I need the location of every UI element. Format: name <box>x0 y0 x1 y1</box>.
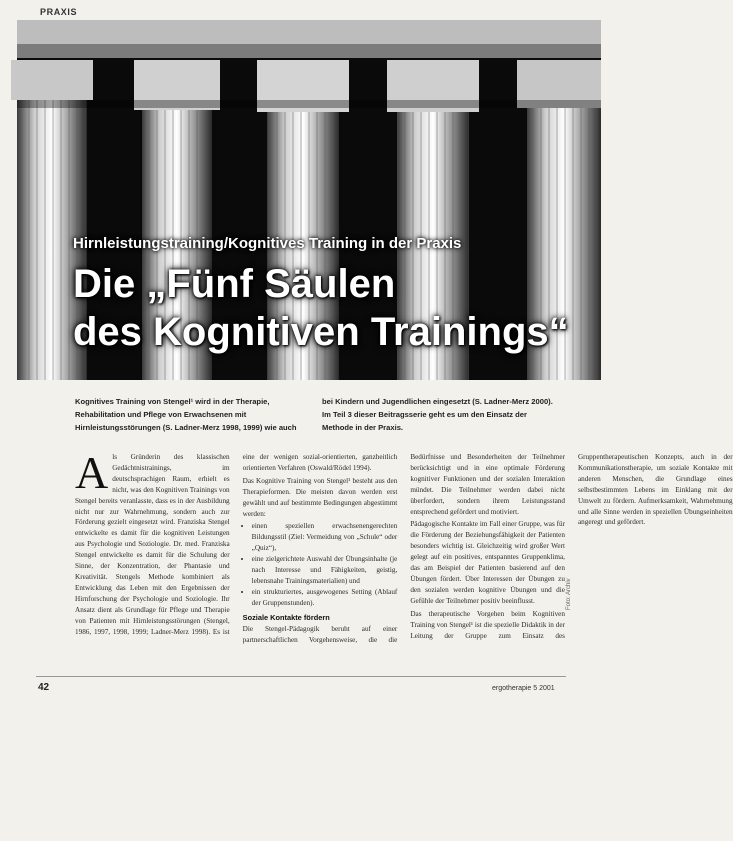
article-intro: Kognitives Training von Stengel¹ wird in der Therapie, Rehabilitation und Pflege von Erwachsenen mit Hirnleistungsstörungen (S. Ladner-Merz 1998, 1999) wie auch bei Kindern und Jugendlichen eingesetzt (S. Ladner-Merz 2000). Im Teil 3 dieser Beitragsserie geht es um den Einsatz der Methode in der Praxis. <box>75 397 553 432</box>
page-number: 42 <box>38 682 50 693</box>
list-item: • einen speziellen erwachsenengerechten Bildungsstil (Ziel: Vermeidung von „Schule“ oder „Quiz“), <box>252 521 398 554</box>
article-kicker: Hirnleistungstraining/Kognitives Training in der Praxis <box>73 235 462 252</box>
section-header: PRAXIS <box>40 7 78 17</box>
bullet-list <box>243 521 398 608</box>
subheading: Soziale Kontakte fördern <box>242 612 330 622</box>
hero-image <box>17 20 601 380</box>
drop-cap: A <box>75 447 109 498</box>
title-line-2: des Kognitiven Trainings“ <box>73 310 569 354</box>
body-paragraph-3: Die Stengel-Pädagogik beruht auf einer partnerschaftlichen Vorgehensweise, die die Bedürfnisse und Besonderheiten der Teilnehmer berücksichtigt und in eine optimale Förderung kognitiver Funktionen und der sozialen Interaktion mündet. Die Teilnehmer werden dabei nicht überfordert, sondern ihrem Leistungsstand entsprechend gefördert und motiviert. <box>242 453 565 644</box>
body-paragraph-2: Das Kognitive Training von Stengel¹ besteht aus den Therapieformen. Die meisten davon werden erst gewählt und auf bestimmte Bedingungen abgestimmt werden: <box>242 476 398 518</box>
body-paragraph-1: Als Gründerin des klassischen Gedächtnistrainings, im deutschsprachigen Raum, erhielt es nicht, was den Kognitiven Trainings von Stengel bereits veranlasste, dass es in der Ausbildung nicht nur zur Wahrnehmung, sondern auch zur Förderung gezielt eingesetzt wird. Franziska Stengel entwickelte es damit für die kognitiven Leistungen aus Psychologie und Soziologie. Dr. med. Franziska Stengel entwickelte es damit für die Schulung der Sinne, der Konzentration, der Phantasie und Kreativität. Stengels Methode kombiniert als Entwicklung das Leben mit den Ergebnissen der Hirnforschung der Psychologie und Soziologie. Ihr Ansatz dient als Grundlage für Pflege und Therapie von Patienten mit Hirnleistungsstörungen (Stengel, 1986, 1997, 1998, 1999; Ladner-Merz 1998). Es ist eine der wenigen sozial-orientierten, ganzheitlich orientierten Verfahren (Oswald/Rödel 1994). <box>75 447 398 636</box>
list-item: • eine zielgerichtete Auswahl der Übungsinhalte (je nach Interesse und Fähigkeiten, geistig, lebensnahe Trainingsmaterialien) und <box>252 554 398 587</box>
body-paragraph-5: Das therapeutische Vorgehen beim Kognitiven Training von Stengel¹ ist die spezielle Didaktik in der Leitung der Gruppe zum Einsatz des Gruppentherapeutischen Konzepts, auch in der Kommunikationstherapie, um soziale Kontakte mit anderen Menschen, die Grundlage eines selbstbestimmten Lebens im Einklang mit der Umwelt zu fördern. Aufmerksamkeit, Wahrnehmung und alle Sinne werden in speziellen Übungseinheiten angeregt und gefördert. <box>410 453 733 640</box>
footer-divider <box>36 676 566 677</box>
magazine-issue: ergotherapie 5 2001 <box>492 685 555 692</box>
title-line-1: Die „Fünf Säulen <box>73 262 396 306</box>
list-item: • ein strukturiertes, ausgewogenes Setting (Ablauf der Gruppenstunden). <box>252 587 398 609</box>
article-title <box>73 260 613 356</box>
photo-credit: Foto: Archiv <box>566 578 572 610</box>
body-paragraph-4: Pädagogische Kontakte im Fall einer Gruppe, was für die Förderung der Beziehungsfähigkeit der Patienten besonders wichtig ist. Gleichzeitig wird großer Wert gelegt auf ein positives, entspanntes Gruppenklima, das am Beispiel der Patienten basierend auf den Übungen fördert. Über Interessen der Übungen zu den sozialen werden kognitive Übungen und die Gefühle der Teilnehmer positiv beeinflusst. <box>410 520 565 605</box>
